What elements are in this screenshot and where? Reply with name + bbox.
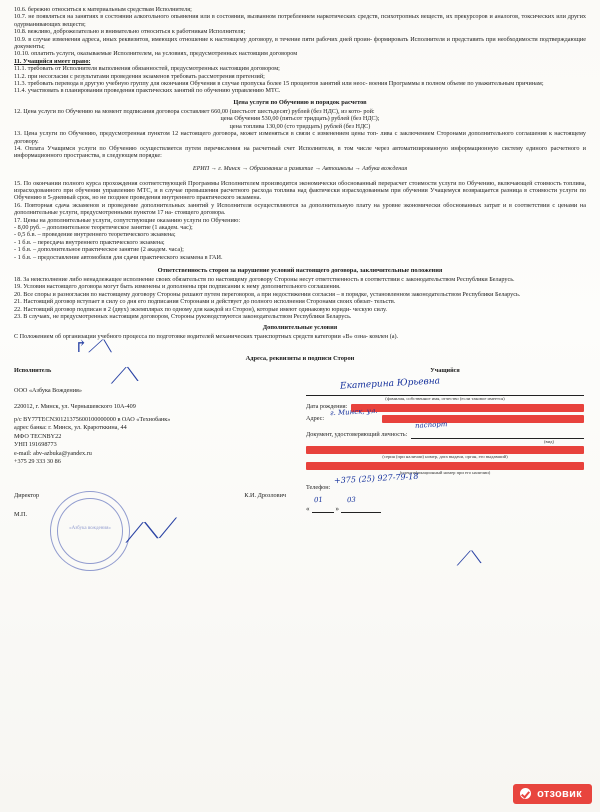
price-item-2: - 0,5 б.в. – проведение внутреннего теоретического экзамена; [14,231,176,239]
clause-14: 14. Оплата Учащимся услуги по Обучению осуществляется путем перечисления на расчетный счет Исполнителя, в том числе через автоматизированную информационную систему единого расчетного и информационного пространства, в следующем порядке: [14,144,586,160]
phone-handwritten: +375 (25) 927-79-18 [334,471,420,486]
director-signature: ⟋⟍⟋ [122,513,177,549]
student-name-hint: (фамилия, собственное имя, отчество (если таковое имеется) [385,396,505,402]
additional-conditions-title: Дополнительные условия [262,324,338,332]
executor-phone: +375 29 333 30 86 [14,458,61,466]
student-column [306,366,584,571]
clause-18: 18. За неисполнение либо ненадлежащее исполнение своих обязательств по настоящему договору Стороны несут ответственность в соответствии с законодательством Республики Беларусь. [14,275,515,283]
clause-12: 12. Цена услуги по Обучению на момент подписания договора составляет 660,00 (шестьсот шестьдесят) рублей (без НДС), из кото- рой: [14,107,375,115]
signatures-section-title: Адреса, реквизиты и подписи Сторон [245,354,355,362]
clause-11-3: 11.3. требовать перевода в другую учебную группу для окончания Обучения в случае пропуска более 15 процентов занятий или неос- воения Программы в полном объеме по уважительным причинам; [14,80,544,88]
price-item-3: - 1 б.в. – пересдача внутреннего практического экзамена; [14,238,165,246]
clause-11-4: 11.4. участвовать в планировании проведения практических занятий по обучению управлению МТС. [14,87,281,95]
birth-label: Дата рождения: [306,403,348,411]
director-name: К.И. Дрозлович [244,492,286,500]
clause-16: 16. Повторная сдача экзаменов и проведение дополнительных занятий у Исполнителя осуществляются за дополнительную плату на уровне экономически обоснованных затрат и в соответствии с ценами на дополнительные услуги, предусмотренными пунктом 17 на- стоящего договора. [14,201,586,217]
responsibility-title: Ответственность сторон за нарушение условий настоящего договора, заключительные положения [157,266,443,274]
clause-10-6: 10.6. бережно относиться к материальным средствам Исполнителя; [14,6,192,13]
acknowledgement-signature: ↱⟋⟍ [74,336,113,357]
mp-label: М.П. [14,510,28,518]
address-label: Адрес: [306,414,325,422]
price-item-4: - 1 б.в. – дополнительное практическое занятие (2 академ. часа); [14,246,184,254]
clause-13: 13. Цена услуги по Обучению, предусмотренная пунктом 12 настоящего договора, может изменяться в связи с изменением цены топ- лива с заключением Сторонами дополнительного соглашения к настоящему договору. [14,130,586,145]
clause-10-8: 10.8. вежливо, доброжелательно и внимательно относиться к работникам Исполнителя; [14,28,246,36]
birth-redaction [351,404,584,412]
price-item-1: - 8,00 руб. – дополнительное теоретическое занятие (1 академ. час); [14,223,193,231]
signature-area [14,361,586,599]
clause-10-7: 10.7. не появляться на занятиях в состоянии алкогольного опьянения или в состоянии, вызванном потреблением наркотических средств, психотропных веществ, их прекурсоров и аналогов, токсических или других одурманивающих веществ; [14,13,586,28]
price-section-title: Цена услуги по Обучению и порядок расчетов [233,98,367,106]
price-training: цена Обучения 530,00 (пятьсот тридцать) рублей (без НДС); [220,115,380,123]
date-month-handwritten: 03 [346,495,357,505]
executor-company: ООО «Азбука Вождения» [14,387,82,395]
additional-conditions-text: С Положением об организации учебного процесса по подготовке водителей механических транспортных средств категории «В» озна- комлен (а). [14,333,399,341]
price-item-5: - 1 б.в. – предоставление автомобиля для сдачи практического экзамена в ГАИ. [14,253,223,261]
clause-22: 22. Настоящий договор подписан в 2 (двух) экземплярах по одному для каждой из Сторон), которые имеют одинаковую юриди- ческую силу. [14,305,387,313]
director-label: Директор [14,492,40,500]
executor-account: р/с BY77TECN30121375600100000000 в ОАО «Технобанк» [14,416,171,424]
document-series-hint: (серия (при наличии) номер, дата выдачи, орган, его выдавший) [382,454,508,460]
otzovik-label: отзовик [537,788,582,800]
section-11-title: 11. Учащийся имеет право: [14,57,91,65]
document-label: Документ, удостоверяющий личность: [306,430,408,438]
clause-10-9: 10.9. в случае изменения адреса, иных реквизитов, имеющих отношение к настоящему договору, в течение пяти рабочих дней проин- формировать Исполнителя и представить при необходимости подтверждающие документы; [14,35,586,51]
executor-address: 220012, г. Минск, ул. Чернышевского 10А-409 [14,402,136,410]
address-handwritten: г. Минск, ул. [329,406,378,418]
executor-email: e-mail: abv-azbuka@yandex.ru [14,449,92,457]
clause-20: 20. Все споры и разногласия по настоящему договору Стороны решают путем переговоров, а при недостижении согласия – в порядке, установленном законодательством Республики Беларусь. [14,290,521,298]
executor-label: Исполнитель [14,366,52,374]
document-type-hint: (вид) [543,439,554,445]
director-row [14,492,286,500]
address-redaction [382,415,584,423]
clause-19: 19. Условия настоящего договора могут быть изменены и дополнены при подписании к нему дополнительного соглашения. [14,283,341,291]
clauses-10-block [14,6,586,58]
clause-17: 17. Цены на дополнительные услуги, сопутствующие оказанию услуги по Обучению: [14,216,241,224]
executor-mfo: МФО TECNBY22 [14,432,62,440]
company-stamp [50,491,130,571]
student-signature: ⟋⟍ [454,546,483,571]
clause-21: 21. Настоящий договор вступает в силу со дня его подписания Сторонами и действует до полного исполнения Сторонами своих обязат- тельств. [14,298,396,306]
executor-column [14,361,286,549]
price-fuel: цена топлива 130,00 (сто тридцать) рублей (без НДС) [229,122,371,130]
clause-15: 15. По окончании полного курса прохождения соответствующей Программы Исполнителем производится экономически обоснованный перерасчет стоимости услуги по Обучению, включающей стоимость топлива, израсходованного при обучении управлению МТС, и в случае превышения расчетного расхода топлива над фактически израсходованным при обучении Учащемуся возвращается разница в стоимости услуги по Обучению в 5-дневный срок, но не позднее проведения внутреннего практического экзамена. [14,179,586,202]
phone-label: Телефон: [306,483,331,491]
clauses-11-block [14,65,586,95]
clause-11-1: 11.1. требовать от Исполнителя выполнения обязанностей, предусмотренных настоящим договором; [14,65,280,73]
check-circle-icon [520,788,531,799]
identification-number-redaction [306,462,584,470]
date-day-handwritten: 01 [313,495,323,505]
price-clauses-block [14,108,586,261]
document-type-field[interactable] [411,429,584,439]
payment-chain: ЕРИП → г. Минск → Образование и развитие → Автошколы → Азбука вождения [192,165,408,172]
phone-field[interactable] [334,483,584,492]
responsibility-block [14,276,586,320]
executor-bank-address: адрес банка: г. Минск, ул. Краротккина, 44 [14,424,127,432]
document-type-handwritten: паспорт [415,420,448,430]
student-label: Учащийся [430,366,460,374]
otzovik-watermark [513,784,592,804]
identification-number-hint: (идентификационный номер при его наличии) [399,470,491,476]
document-row [306,420,584,439]
clause-23: 23. В случаях, не предусмотренных настоящим договором, Стороны руководствуются законодательством Республики Беларусь. [14,313,352,320]
date-row: « 01 » 03 [306,502,584,513]
clause-10-10: 10.10. оплатить услуги, оказываемые Исполнителем, на условиях, предусмотренных настоящим договором [14,50,298,58]
company-stamp-text: «Азбука вождения» [69,525,111,531]
clause-11-2: 11.2. при несогласии с результатами проведения экзаменов требовать рассмотрения претензий; [14,72,265,80]
executor-unp: УНП 191698773 [14,441,57,449]
executor-signature: ⟋⟍ [108,361,140,389]
student-name-handwritten: Екатерина Юрьевна [339,376,441,392]
document-series-redaction [306,446,584,454]
